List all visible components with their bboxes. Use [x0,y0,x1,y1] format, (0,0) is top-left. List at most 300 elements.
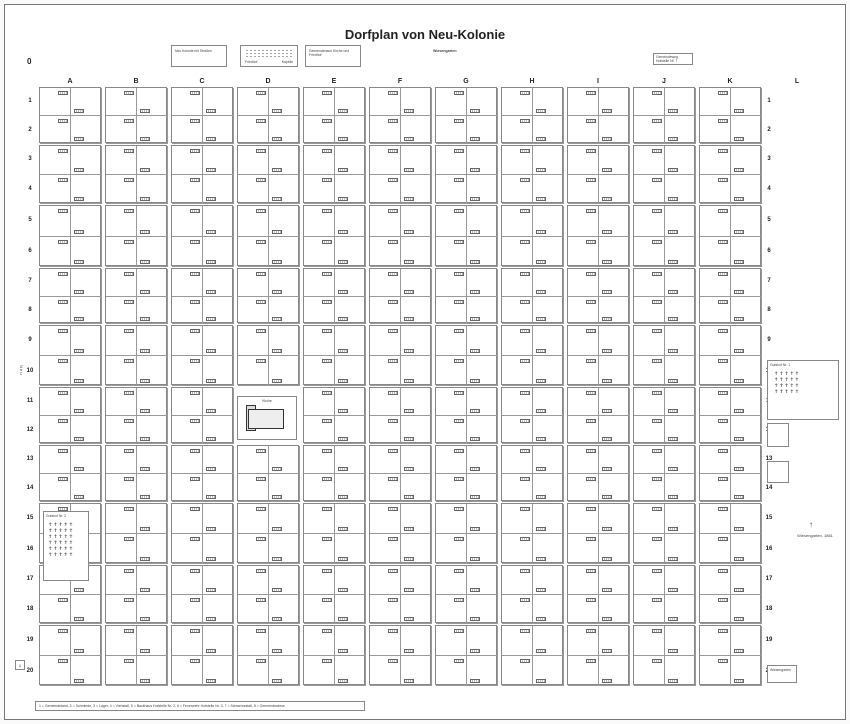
row-number-9-r: 9 [767,336,771,343]
house-icon [586,507,596,511]
lot [665,326,696,356]
house-icon [652,119,662,123]
lot [700,656,731,686]
house-icon [140,168,150,172]
house-icon [454,598,464,602]
lot [700,534,731,564]
lot [599,446,630,474]
lot [533,534,564,564]
lot [436,626,467,656]
lot [502,656,533,686]
house-icon [206,137,216,141]
house-icon [734,588,744,592]
lot [40,116,71,144]
lot [731,88,762,116]
house-icon [734,467,744,471]
house-icon [520,272,530,276]
house-icon [58,209,68,213]
house-icon [718,477,728,481]
lot [203,326,234,356]
lot [304,566,335,595]
block-k-7 [699,268,761,323]
house-icon [404,290,414,294]
house-icon [470,379,480,383]
lot [568,388,599,416]
house-icon [388,449,398,453]
row-number-16-l: 16 [26,545,34,552]
lot [203,626,234,656]
lot [700,237,731,268]
lot [304,534,335,564]
house-icon [322,507,332,511]
house-icon [586,119,596,123]
house-icon [256,209,266,213]
lot [401,595,432,624]
lot [665,356,696,386]
block-h-15 [501,503,563,563]
lot [203,656,234,686]
lot [172,534,203,564]
house-icon [470,260,480,264]
row-number-1-l: 1 [28,97,32,104]
lot [304,626,335,656]
lot [436,269,467,297]
house-icon [338,230,348,234]
house-icon [58,359,68,363]
house-icon [58,659,68,663]
lot [137,504,168,534]
lot [401,534,432,564]
lot [467,626,498,656]
house-icon [536,409,546,413]
lot [731,326,762,356]
block-d-7 [237,268,299,323]
house-icon [124,300,134,304]
block-j-17 [633,565,695,623]
house-icon [404,649,414,653]
lot [467,566,498,595]
lot [106,175,137,204]
lot [370,388,401,416]
house-icon [190,629,200,633]
block-c-13 [171,445,233,501]
lot [700,269,731,297]
house-icon [668,495,678,499]
house-icon [520,629,530,633]
house-icon [190,240,200,244]
lot [172,474,203,502]
lot [137,206,168,237]
house-icon [404,317,414,321]
lot [40,326,71,356]
lot [436,595,467,624]
house-icon [74,679,84,683]
house-icon [454,240,464,244]
lot [436,356,467,386]
lot [71,146,102,175]
block-a-13 [39,445,101,501]
lot [304,175,335,204]
house-icon [322,300,332,304]
block-i-11 [567,387,629,443]
lot [370,474,401,502]
house-icon [454,359,464,363]
column-header-i: I [597,78,599,85]
house-icon [404,137,414,141]
lot [502,474,533,502]
block-b-9 [105,325,167,385]
house-icon [536,230,546,234]
lot [401,474,432,502]
lot [40,88,71,116]
house-icon [470,617,480,621]
house-icon [140,495,150,499]
house-icon [734,495,744,499]
row-number-14-l: 14 [26,484,34,491]
house-icon [322,272,332,276]
house-icon [602,588,612,592]
block-a-11 [39,387,101,443]
house-icon [602,197,612,201]
house-icon [454,300,464,304]
lot [269,595,300,624]
lot [71,416,102,444]
lot [71,388,102,416]
house-icon [734,679,744,683]
lot [172,446,203,474]
block-c-17 [171,565,233,623]
lot [40,175,71,204]
lot [304,356,335,386]
lot [304,206,335,237]
house-icon [586,91,596,95]
lot [137,474,168,502]
house-icon [140,467,150,471]
block-d-17 [237,565,299,623]
house-icon [520,449,530,453]
lot [533,237,564,268]
lot [304,446,335,474]
house-icon [338,527,348,531]
lot [700,326,731,356]
house-icon [734,437,744,441]
house-icon [652,507,662,511]
lot [172,269,203,297]
lot [436,566,467,595]
lot [269,237,300,268]
lot [634,146,665,175]
house-icon [470,527,480,531]
house-icon [602,679,612,683]
house-icon [256,659,266,663]
lot [106,388,137,416]
house-icon [536,437,546,441]
lot [731,416,762,444]
row-number-9-l: 9 [28,336,32,343]
block-f-9 [369,325,431,385]
house-icon [190,507,200,511]
row-number-5-l: 5 [28,216,32,223]
house-icon [652,598,662,602]
house-icon [734,379,744,383]
lot [106,237,137,268]
lot [599,504,630,534]
house-icon [668,617,678,621]
house-icon [140,409,150,413]
house-icon [388,272,398,276]
lot [665,504,696,534]
house-icon [404,495,414,499]
lot [269,175,300,204]
church-building-icon [248,409,284,429]
top-box-2: Gemeindehaus Kirche und Friedhof [305,45,361,67]
lot [40,626,71,656]
lot [335,88,366,116]
column-header-e: E [331,78,337,85]
house-icon [404,197,414,201]
house-icon [602,379,612,383]
block-b-5 [105,205,167,266]
church-label: Kirche [262,399,272,403]
lot [568,534,599,564]
wiesengarten-box: Wiesengarten [767,665,797,683]
lot [203,206,234,237]
lot [634,474,665,502]
house-icon [206,349,216,353]
block-g-17 [435,565,497,623]
block-f-5 [369,205,431,266]
lot [599,175,630,204]
lot [700,175,731,204]
house-icon [140,588,150,592]
lot [533,356,564,386]
house-icon [652,569,662,573]
house-icon [470,495,480,499]
block-i-13 [567,445,629,501]
lot [203,504,234,534]
house-icon [652,477,662,481]
house-icon [718,119,728,123]
lot [634,656,665,686]
house-icon [734,649,744,653]
lot [238,474,269,502]
lot [467,446,498,474]
house-icon [206,317,216,321]
lot [467,206,498,237]
house-icon [272,349,282,353]
lot [568,356,599,386]
house-icon [668,349,678,353]
lot [502,626,533,656]
lot [700,388,731,416]
lot [731,504,762,534]
house-icon [718,300,728,304]
house-icon [206,290,216,294]
top-right-box: Gemeindeweg Hofstelle Nr. 7 [653,53,693,65]
house-icon [734,290,744,294]
block-e-3 [303,145,365,203]
lot [304,656,335,686]
house-icon [718,391,728,395]
lot [436,206,467,237]
lot [731,146,762,175]
column-header-a: A [67,78,73,85]
lot [599,326,630,356]
block-c-1 [171,87,233,143]
house-icon [602,527,612,531]
lot [269,206,300,237]
lot [401,626,432,656]
house-icon [536,617,546,621]
lot [665,88,696,116]
lot [370,146,401,175]
lot [731,237,762,268]
lot [436,388,467,416]
house-icon [190,149,200,153]
house-icon [536,137,546,141]
house-icon [470,557,480,561]
house-icon [272,168,282,172]
lot [731,356,762,386]
column-header-b: B [133,78,139,85]
block-h-13 [501,445,563,501]
lot [568,237,599,268]
lot [238,595,269,624]
house-icon [74,649,84,653]
house-icon [454,272,464,276]
house-icon [272,649,282,653]
lot [172,416,203,444]
lot [40,388,71,416]
lot [467,146,498,175]
house-icon [734,109,744,113]
house-icon [536,197,546,201]
column-header-f: F [397,78,403,85]
lot [335,146,366,175]
block-k-13 [699,445,761,501]
row-number-7-l: 7 [28,278,32,285]
house-icon [586,537,596,541]
lot [203,269,234,297]
lot [238,566,269,595]
house-icon [338,495,348,499]
house-icon [652,391,662,395]
lot [335,566,366,595]
row-number-20-l: 20 [26,667,34,674]
house-icon [322,209,332,213]
lot [370,626,401,656]
block-j-3 [633,145,695,203]
lot [304,146,335,175]
lot [71,206,102,237]
lot [533,416,564,444]
house-icon [206,409,216,413]
lot [335,175,366,204]
lot [370,88,401,116]
column-header-k: K [727,78,733,85]
lot [533,206,564,237]
lot [634,326,665,356]
row-number-17-l: 17 [26,576,34,582]
lot [533,388,564,416]
side-box-small-2 [767,461,789,483]
house-icon [272,679,282,683]
graves-pattern [245,49,293,59]
row-number-2-l: 2 [28,126,32,133]
house-icon [734,230,744,234]
lot [401,206,432,237]
house-icon [454,329,464,333]
house-icon [338,588,348,592]
lot [436,297,467,325]
lot [335,446,366,474]
house-icon [652,178,662,182]
lot [203,566,234,595]
row-number-10-l: 10 [26,367,34,374]
house-icon [58,598,68,602]
lot [634,566,665,595]
lot [203,146,234,175]
house-icon [190,449,200,453]
block-j-1 [633,87,695,143]
lot [502,237,533,268]
block-e-11 [303,387,365,443]
lot [172,88,203,116]
house-icon [272,379,282,383]
house-icon [404,527,414,531]
house-icon [124,629,134,633]
lot [370,356,401,386]
house-icon [74,290,84,294]
block-k-19 [699,625,761,685]
house-icon [668,437,678,441]
friedhof-label: Friedhof [245,60,258,64]
house-icon [520,569,530,573]
block-c-7 [171,268,233,323]
lot [401,446,432,474]
block-f-7 [369,268,431,323]
house-icon [652,537,662,541]
block-i-3 [567,145,629,203]
lot [568,88,599,116]
lot [731,116,762,144]
lot [137,326,168,356]
lot [401,237,432,268]
lot [304,269,335,297]
house-icon [388,507,398,511]
house-icon [454,391,464,395]
lot [172,356,203,386]
house-icon [586,300,596,304]
row-number-13-l: 13 [26,455,34,462]
house-icon [140,379,150,383]
lot [568,566,599,595]
house-icon [206,437,216,441]
house-icon [322,477,332,481]
house-icon [338,379,348,383]
lot [665,116,696,144]
house-icon [256,359,266,363]
house-icon [520,537,530,541]
lot [665,656,696,686]
house-icon [668,379,678,383]
row-number-3-l: 3 [28,156,32,162]
lot [436,116,467,144]
lot [172,237,203,268]
house-icon [58,149,68,153]
house-icon [388,209,398,213]
lot [71,474,102,502]
